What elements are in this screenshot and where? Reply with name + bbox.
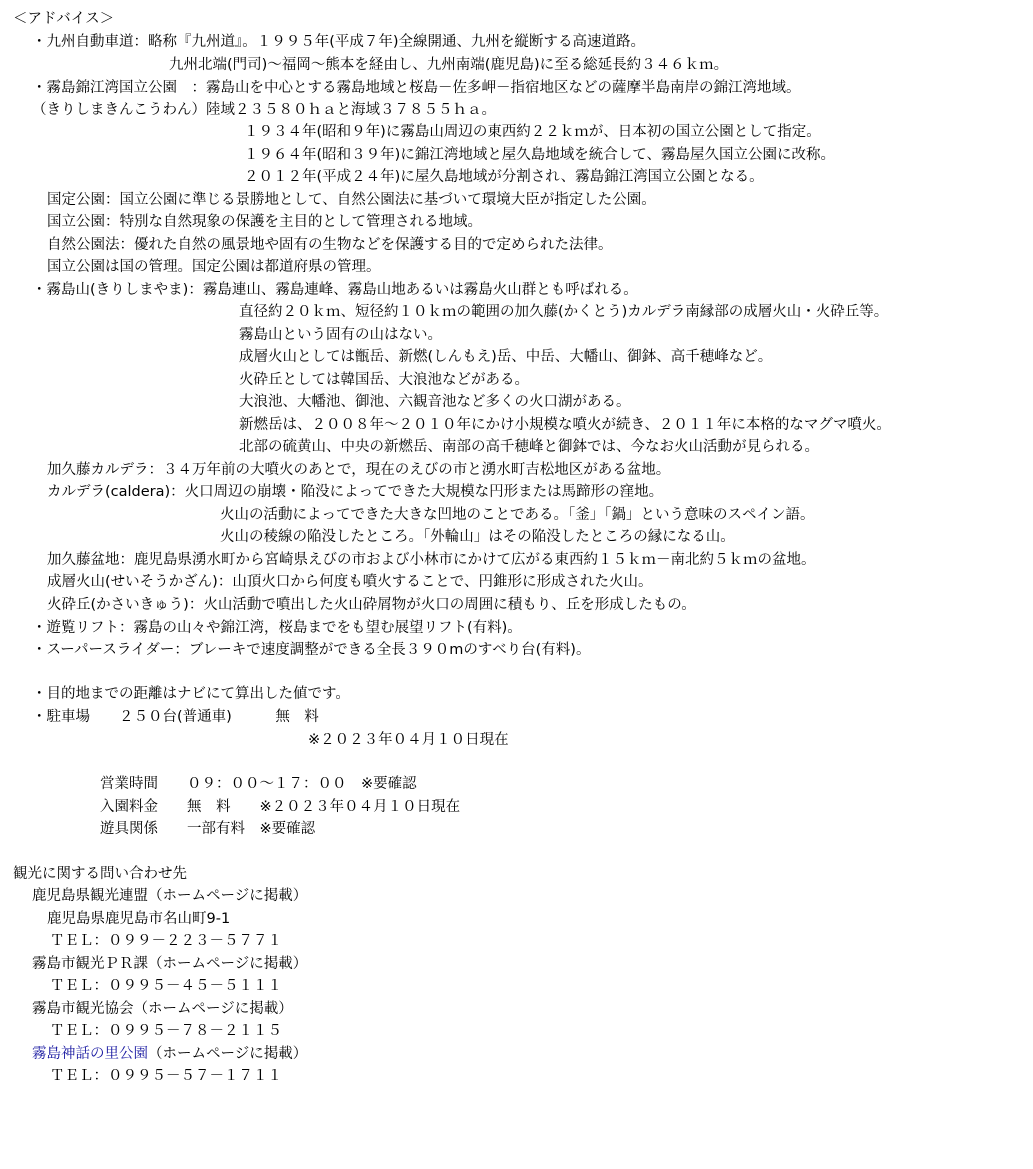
contact-note: （ホームページに掲載） [148,1046,308,1062]
contact-entry [32,885,307,908]
contact-address: 鹿児島県鹿児島市名山町9-1 [47,911,231,927]
advice-heading: ＜アドバイス＞ [13,11,115,27]
business-hours: 営業時間 ０９：００～１７：００ ※要確認 [100,776,417,792]
advice-line: 霧島山という固有の山はない。 [239,327,442,343]
advice-line: ・霧島錦江湾国立公園 ：霧島山を中心とする霧島地域と桜島－佐多岬－指宿地区などの薩摩半島南岸の錦江湾地域。 [32,80,801,96]
advice-line: 国立公園は国の管理。国定公園は都道府県の管理。 [47,259,381,275]
parking-line: ・駐車場 ２５０台(普通車) 無 料 [32,709,319,725]
advice-line: 九州北端(門司)～福岡～熊本を経由し、九州南端(鹿児島)に至る総延長約３４６ｋｍ。 [169,57,729,73]
advice-line: ・スーパースライダー：ブレーキで速度調整ができる全長３９０mのすべり台(有料)。 [32,642,591,658]
advice-line: 国立公園：特別な自然現象の保護を主目的として管理される地域。 [47,214,482,230]
parking-date-note: ※２０２３年０４月１０日現在 [308,732,509,748]
advice-line: （きりしまきんこうわん）陸域２３５８０ｈａと海域３７８５５ｈａ。 [32,102,496,118]
advice-line: 国定公園：国立公園に準じる景勝地として、自然公園法に基づいて環境大臣が指定した公園。 [47,192,656,208]
advice-line: ・霧島山(きりしまやま)：霧島連山、霧島連峰、霧島山地あるいは霧島火山群とも呼ばれる。 [32,282,638,298]
contact-note: （ホームページに掲載） [148,888,308,904]
advice-line: ２０１２年(平成２４年)に屋久島地域が分割され、霧島錦江湾国立公園となる。 [244,169,764,185]
advice-line: 火山の稜線の陥没したところ。「外輪山」はその陥没したところの縁になる山。 [220,529,735,545]
advice-line: 加久藤盆地：鹿児島県湧水町から宮崎県えびの市および小林市にかけて広がる東西約１５ｋｍ－南北約５ｋｍの盆地。 [47,552,816,568]
advice-line: 成層火山(せいそうかざん)：山頂火口から何度も噴火することで、円錐形に形成された火山。 [47,574,653,590]
contact-entry [32,953,307,976]
advice-line: １９３４年(昭和９年)に霧島山周辺の東西約２２ｋｍが、日本初の国立公園として指定。 [244,124,821,140]
contact-name: 霧島市観光ＰＲ課 [32,956,148,972]
advice-line: 大浪池、大幡池、御池、六観音池など多くの火口湖がある。 [239,394,631,410]
advice-line: ・九州自動車道：略称『九州道』。１９９５年(平成７年)全線開通、九州を縦断する高速道路。 [32,34,646,50]
contacts-heading: 観光に関する問い合わせ先 [13,866,187,882]
advice-line: 火砕丘としては韓国岳、大浪池などがある。 [239,372,529,388]
advice-line: １９６４年(昭和３９年)に錦江湾地域と屋久島地域を統合して、霧島屋久国立公園に改称。 [244,147,836,163]
contact-name: 鹿児島県観光連盟 [32,888,148,904]
advice-line: ・遊覧リフト：霧島の山々や錦江湾，桜島までをも望む展望リフト(有料)。 [32,620,522,636]
contact-entry [32,998,293,1021]
advice-line: 加久藤カルデラ：３４万年前の大噴火のあとで，現在のえびの市と湧水町吉松地区がある盆地。 [47,462,671,478]
advice-line: 自然公園法：優れた自然の風景地や固有の生物などを保護する目的で定められた法律。 [47,237,613,253]
contact-note: （ホームページに掲載） [133,1001,293,1017]
advice-line: 火砕丘(かさいきゅう)：火山活動で噴出した火山砕屑物が火口の周囲に積もり、丘を形成したもの。 [47,597,696,613]
park-link[interactable]: 霧島神話の里公園 [32,1046,148,1062]
advice-line: 北部の硫黄山、中央の新燃岳、南部の高千穂峰と御鉢では、今なお火山活動が見られる。 [239,439,819,455]
advice-line: カルデラ(caldera)：火口周辺の崩壊・陥没によってできた大規模な円形または馬蹄形の窪地。 [47,484,664,500]
contact-tel: ＴＥＬ：０９９－２２３－５７７１ [50,933,282,949]
advice-line: ・目的地までの距離はナビにて算出した値です。 [32,686,350,702]
advice-line: 新燃岳は、２００８年～２０１０年にかけ小規模な噴火が続き、２０１１年に本格的なマグマ噴火。 [239,417,891,433]
contact-entry [32,1043,307,1066]
contact-tel: ＴＥＬ：０９９５－４５－５１１１ [50,978,282,994]
advice-line: 成層火山としては甑岳、新燃(しんもえ)岳、中岳、大幡山、御鉢、高千穂峰など。 [239,349,773,365]
admission-fee: 入園料金 無 料 ※２０２３年０４月１０日現在 [100,799,461,815]
contact-tel: ＴＥＬ：０９９５－５７－１７１１ [50,1068,282,1084]
contact-tel: ＴＥＬ：０９９５－７８－２１１５ [50,1023,282,1039]
rides-info: 遊具関係 一部有料 ※要確認 [100,821,316,837]
contact-name: 霧島市観光協会 [32,1001,134,1017]
advice-line: 火山の活動によってできた大きな凹地のことである。「釜」「鍋」という意味のスペイン語。 [220,507,815,523]
advice-line: 直径約２０ｋｍ、短径約１０ｋｍの範囲の加久藤(かくとう)カルデラ南縁部の成層火山・火砕丘等。 [239,304,889,320]
contact-note: （ホームページに掲載） [148,956,308,972]
